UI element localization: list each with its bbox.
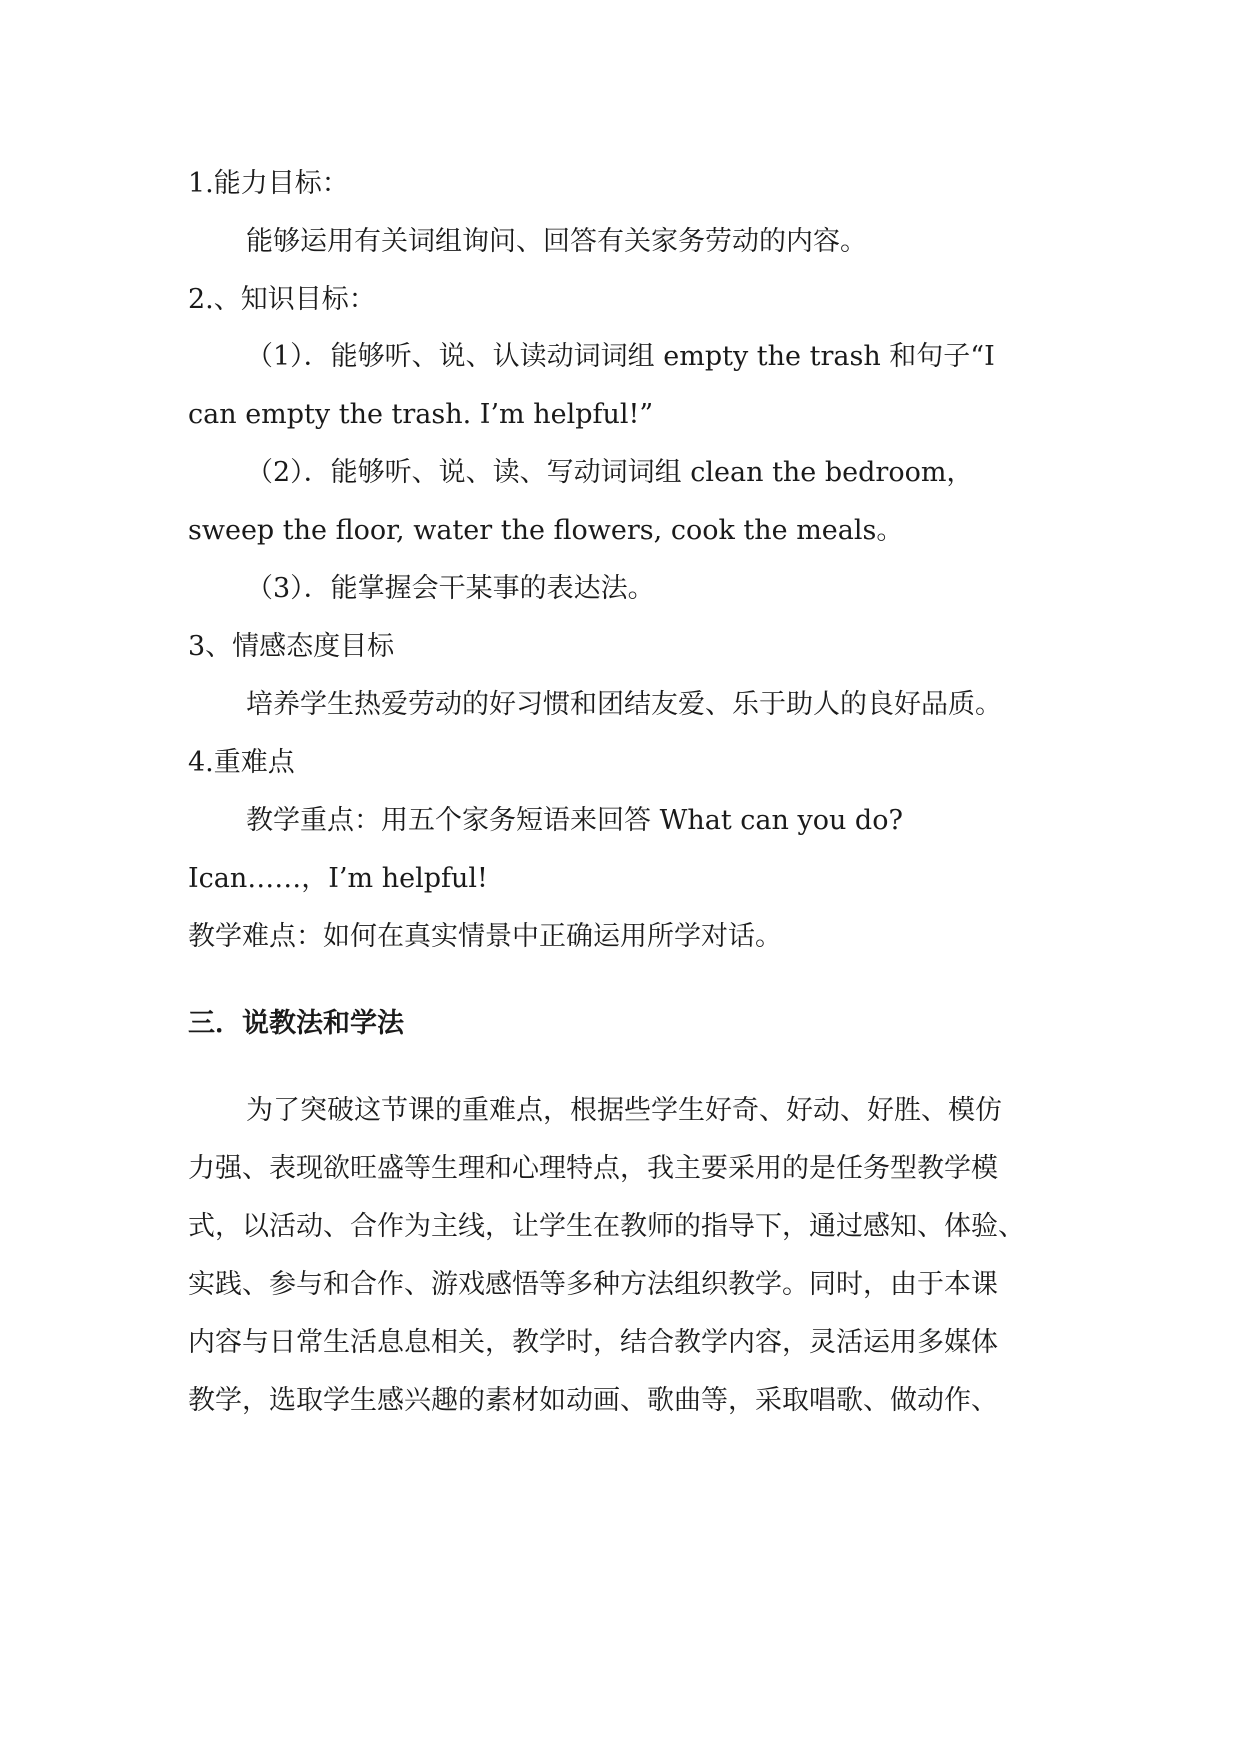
goal-2-item-1-cont: can empty the trash. I’m helpful!” xyxy=(188,399,654,430)
goal-3-text: 培养学生热爱劳动的好习惯和团结友爱、乐于助人的良好品质。 xyxy=(246,689,1002,720)
goal-2-item-3: （3）．能掌握会干某事的表达法。 xyxy=(246,573,655,604)
method-paragraph-line-1: 为了突破这节课的重难点，根据些学生好奇、好动、好胜、模仿 xyxy=(246,1095,1002,1126)
method-paragraph-line-3: 式，以活动、合作为主线，让学生在教师的指导下，通过感知、体验、 xyxy=(188,1211,1025,1242)
goal-1-text: 能够运用有关词组询问、回答有关家务劳动的内容。 xyxy=(246,226,867,257)
goal-4-heading: 4.重难点 xyxy=(188,747,295,778)
key-point-text-cont: Ican……，I’m helpful! xyxy=(188,863,488,894)
key-point-text: 教学重点：用五个家务短语来回答 What can you do? xyxy=(246,805,903,836)
goal-3-heading: 3、情感态度目标 xyxy=(188,631,395,662)
goal-2-item-2-cont: sweep the floor, water the flowers, cook the meals。 xyxy=(188,515,904,546)
method-paragraph-line-4: 实践、参与和合作、游戏感悟等多种方法组织教学。同时，由于本课 xyxy=(188,1269,998,1300)
difficult-point-text: 教学难点：如何在真实情景中正确运用所学对话。 xyxy=(188,921,782,952)
method-paragraph-line-6: 教学，选取学生感兴趣的素材如动画、歌曲等，采取唱歌、做动作、 xyxy=(188,1385,998,1416)
goal-1-heading: 1.能力目标： xyxy=(188,168,349,199)
goal-2-item-2: （2）．能够听、说、读、写动词词组 clean the bedroom， xyxy=(246,457,974,488)
goal-2-heading: 2.、知识目标： xyxy=(188,284,376,315)
method-paragraph-line-2: 力强、表现欲旺盛等生理和心理特点，我主要采用的是任务型教学模 xyxy=(188,1153,998,1184)
goal-2-item-1: （1）．能够听、说、认读动词词组 empty the trash 和句子“I xyxy=(246,341,995,372)
section-3-title: 三．说教法和学法 xyxy=(188,1008,404,1039)
method-paragraph-line-5: 内容与日常生活息息相关，教学时，结合教学内容，灵活运用多媒体 xyxy=(188,1327,998,1358)
